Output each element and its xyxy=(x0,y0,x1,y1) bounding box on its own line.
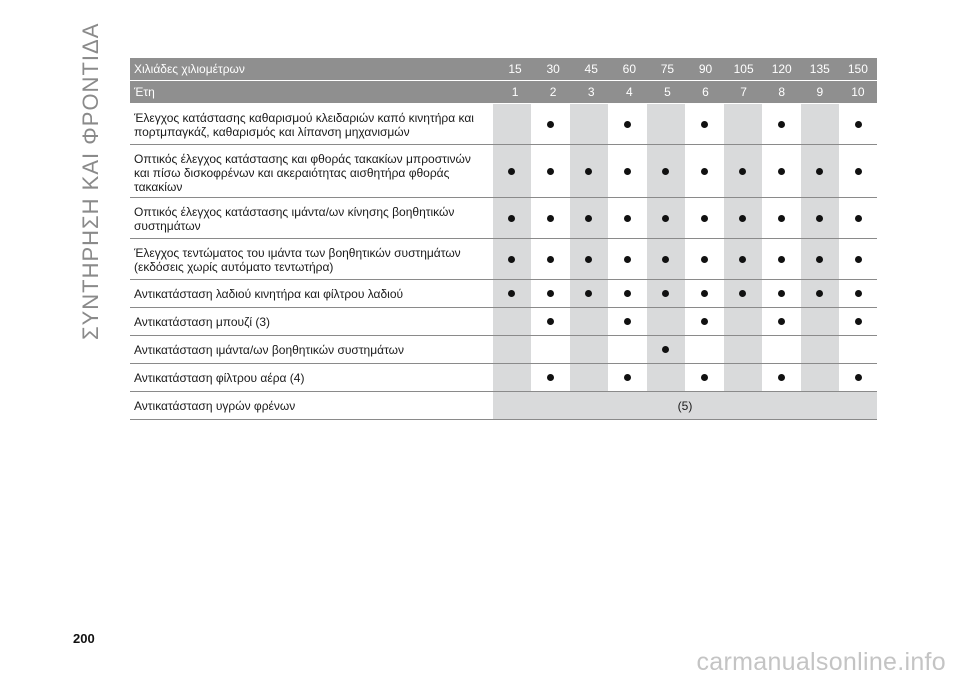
scheduled-dot-icon xyxy=(778,168,785,175)
schedule-cell xyxy=(800,280,839,307)
schedule-cell xyxy=(492,104,531,144)
page-number: 200 xyxy=(73,631,95,646)
scheduled-dot-icon xyxy=(624,256,631,263)
watermark: carmanualsonline.info xyxy=(696,648,946,676)
schedule-row xyxy=(130,145,877,198)
scheduled-dot-icon xyxy=(508,256,515,263)
scheduled-dot-icon xyxy=(547,168,554,175)
scheduled-dot-icon xyxy=(624,290,631,297)
schedule-cell xyxy=(608,280,647,307)
schedule-cell xyxy=(492,198,531,238)
km-header-cell: 150 xyxy=(847,62,868,76)
schedule-cell xyxy=(531,336,570,363)
scheduled-dot-icon xyxy=(585,168,592,175)
km-header-cell: 60 xyxy=(622,62,636,76)
scheduled-dot-icon xyxy=(816,256,823,263)
km-header-cell: 15 xyxy=(508,62,522,76)
years-header-cell: 9 xyxy=(816,85,824,99)
km-header-cell: 90 xyxy=(698,62,713,76)
schedule-cell xyxy=(839,239,878,279)
scheduled-dot-icon xyxy=(739,290,746,297)
schedule-cell xyxy=(608,336,647,363)
schedule-cell xyxy=(492,336,531,363)
schedule-row-label: Έλεγχος τεντώματος του ιμάντα των βοηθητικών συστημάτων (εκδόσεις χωρίς αυτόματο τεντωτήρα) xyxy=(134,246,461,274)
scheduled-dot-icon xyxy=(701,215,708,222)
schedule-row xyxy=(130,239,877,280)
schedule-cell xyxy=(685,239,724,279)
scheduled-dot-icon xyxy=(662,215,669,222)
schedule-cell xyxy=(839,364,878,391)
schedule-cell xyxy=(685,364,724,391)
schedule-cell xyxy=(492,280,531,307)
scheduled-dot-icon xyxy=(701,374,708,381)
scheduled-dot-icon xyxy=(585,290,592,297)
km-header-label: Χιλιάδες χιλιομέτρων xyxy=(134,62,245,76)
scheduled-dot-icon xyxy=(778,374,785,381)
schedule-cell xyxy=(531,104,570,144)
km-header-row xyxy=(130,58,877,81)
schedule-cell xyxy=(685,198,724,238)
scheduled-dot-icon xyxy=(585,215,592,222)
schedule-cell xyxy=(762,239,801,279)
schedule-cell xyxy=(839,198,878,238)
schedule-cell xyxy=(839,336,878,363)
schedule-row xyxy=(130,104,877,145)
scheduled-dot-icon xyxy=(855,168,862,175)
schedule-cell xyxy=(723,145,762,197)
schedule-cell xyxy=(492,364,531,391)
scheduled-dot-icon xyxy=(624,374,631,381)
schedule-cell xyxy=(800,239,839,279)
schedule-cell xyxy=(646,198,685,238)
schedule-cell xyxy=(646,308,685,335)
schedule-cell xyxy=(723,104,762,144)
schedule-cell xyxy=(608,145,647,197)
schedule-cell xyxy=(800,336,839,363)
km-header-cell: 135 xyxy=(809,62,830,76)
schedule-cell xyxy=(569,280,608,307)
scheduled-dot-icon xyxy=(816,290,823,297)
schedule-cell xyxy=(800,104,839,144)
scheduled-dot-icon xyxy=(855,121,862,128)
scheduled-dot-icon xyxy=(662,256,669,263)
schedule-row-label: Αντικατάσταση φίλτρου αέρα (4) xyxy=(134,371,305,385)
schedule-cell xyxy=(839,280,878,307)
scheduled-dot-icon xyxy=(778,215,785,222)
years-header-cell: 2 xyxy=(549,85,557,99)
scheduled-dot-icon xyxy=(778,290,785,297)
schedule-cell xyxy=(646,239,685,279)
scheduled-dot-icon xyxy=(739,256,746,263)
schedule-cell xyxy=(569,198,608,238)
schedule-cell xyxy=(646,364,685,391)
schedule-row xyxy=(130,198,877,239)
schedule-cell xyxy=(685,308,724,335)
schedule-cell xyxy=(646,336,685,363)
scheduled-dot-icon xyxy=(855,290,862,297)
schedule-cell xyxy=(762,145,801,197)
schedule-row xyxy=(130,280,877,308)
schedule-row xyxy=(130,308,877,336)
scheduled-dot-icon xyxy=(855,256,862,263)
scheduled-dot-icon xyxy=(547,290,554,297)
schedule-cell xyxy=(569,239,608,279)
km-header-cell: 45 xyxy=(584,62,598,76)
schedule-cell xyxy=(723,364,762,391)
schedule-cell xyxy=(569,145,608,197)
schedule-cell xyxy=(569,364,608,391)
scheduled-dot-icon xyxy=(624,318,631,325)
scheduled-dot-icon xyxy=(662,290,669,297)
schedule-span-cell: (5) xyxy=(492,392,877,419)
years-header-cell: 6 xyxy=(702,85,709,99)
scheduled-dot-icon xyxy=(624,168,631,175)
years-header-cell: 7 xyxy=(740,85,747,99)
scheduled-dot-icon xyxy=(547,121,554,128)
scheduled-dot-icon xyxy=(816,215,823,222)
schedule-cell xyxy=(800,198,839,238)
schedule-cell xyxy=(531,364,570,391)
schedule-cell xyxy=(492,239,531,279)
schedule-cell xyxy=(762,308,801,335)
scheduled-dot-icon xyxy=(547,374,554,381)
schedule-cell xyxy=(531,239,570,279)
schedule-row-label: Αντικατάσταση μπουζί (3) xyxy=(134,315,271,329)
years-header-cell: 5 xyxy=(664,85,671,99)
schedule-cell xyxy=(646,145,685,197)
years-header-cell: 8 xyxy=(778,85,786,99)
scheduled-dot-icon xyxy=(701,290,708,297)
schedule-row-label: Αντικατάσταση ιμάντα/ων βοηθητικών συστημάτων xyxy=(134,343,405,357)
scheduled-dot-icon xyxy=(739,215,746,222)
schedule-cell xyxy=(800,364,839,391)
schedule-cell xyxy=(723,198,762,238)
schedule-cell xyxy=(723,280,762,307)
schedule-cell xyxy=(685,104,724,144)
schedule-cell xyxy=(646,280,685,307)
schedule-cell xyxy=(762,280,801,307)
schedule-cell xyxy=(762,198,801,238)
scheduled-dot-icon xyxy=(624,215,631,222)
years-header-label: Έτη xyxy=(134,85,155,99)
schedule-cell xyxy=(646,104,685,144)
schedule-cell xyxy=(685,145,724,197)
schedule-cell xyxy=(800,145,839,197)
scheduled-dot-icon xyxy=(855,318,862,325)
section-side-title: ΣΥΝΤΗΡΗΣΗ ΚΑΙ ΦΡΟΝΤΙΔΑ xyxy=(78,22,103,340)
schedule-cell xyxy=(569,336,608,363)
maintenance-schedule-table xyxy=(130,58,877,420)
scheduled-dot-icon xyxy=(701,121,708,128)
schedule-cell xyxy=(762,104,801,144)
schedule-cell xyxy=(839,104,878,144)
scheduled-dot-icon xyxy=(547,318,554,325)
schedule-row-label: Αντικατάσταση υγρών φρένων xyxy=(134,399,296,413)
schedule-cell xyxy=(531,145,570,197)
km-header-cell: 105 xyxy=(733,62,754,76)
scheduled-dot-icon xyxy=(778,256,785,263)
schedule-cell xyxy=(608,239,647,279)
schedule-cell xyxy=(608,104,647,144)
km-header-cell: 120 xyxy=(771,62,792,76)
schedule-row xyxy=(130,336,877,364)
years-header-cell: 3 xyxy=(587,85,595,99)
schedule-cell xyxy=(800,308,839,335)
schedule-row xyxy=(130,392,877,420)
scheduled-dot-icon xyxy=(508,215,515,222)
schedule-cell xyxy=(685,336,724,363)
scheduled-dot-icon xyxy=(778,318,785,325)
schedule-cell xyxy=(569,104,608,144)
schedule-cell xyxy=(723,239,762,279)
schedule-cell xyxy=(608,198,647,238)
scheduled-dot-icon xyxy=(547,215,554,222)
schedule-row-label: Οπτικός έλεγχος κατάστασης ιμάντα/ων κίνησης βοηθητικών συστημάτων xyxy=(134,205,455,233)
schedule-cell xyxy=(723,308,762,335)
scheduled-dot-icon xyxy=(739,168,746,175)
schedule-rows xyxy=(130,104,877,420)
years-header-row xyxy=(130,81,877,104)
schedule-cell xyxy=(762,364,801,391)
schedule-row-label: Έλεγχος κατάστασης καθαρισμού κλειδαριών καπό κινητήρα και πορτμπαγκάζ, καθαρισμός και λίπανση μηχανισμών xyxy=(134,111,474,139)
scheduled-dot-icon xyxy=(508,290,515,297)
years-header-cell: 4 xyxy=(625,85,633,99)
schedule-cell xyxy=(608,364,647,391)
scheduled-dot-icon xyxy=(778,121,785,128)
schedule-row-label: Οπτικός έλεγχος κατάστασης και φθοράς τακακίων μπροστινών και πίσω δισκοφρένων και ακεραιότητας αισθητήρα φθοράς τακακίων xyxy=(134,152,471,194)
scheduled-dot-icon xyxy=(701,318,708,325)
schedule-cell xyxy=(531,308,570,335)
schedule-cell xyxy=(839,308,878,335)
schedule-cell xyxy=(492,145,531,197)
scheduled-dot-icon xyxy=(855,374,862,381)
years-header-cell: 10 xyxy=(851,85,865,99)
schedule-cell xyxy=(492,308,531,335)
scheduled-dot-icon xyxy=(816,168,823,175)
schedule-cell xyxy=(569,308,608,335)
scheduled-dot-icon xyxy=(662,346,669,353)
schedule-row xyxy=(130,364,877,392)
scheduled-dot-icon xyxy=(701,256,708,263)
schedule-cell xyxy=(608,308,647,335)
schedule-row-label: Αντικατάσταση λαδιού κινητήρα και φίλτρου λαδιού xyxy=(134,287,404,301)
km-header-cell: 75 xyxy=(660,62,675,76)
schedule-cell xyxy=(762,336,801,363)
scheduled-dot-icon xyxy=(508,168,515,175)
scheduled-dot-icon xyxy=(547,256,554,263)
scheduled-dot-icon xyxy=(585,256,592,263)
schedule-cell xyxy=(839,145,878,197)
years-header-cell: 1 xyxy=(511,85,519,99)
schedule-cell xyxy=(723,336,762,363)
schedule-cell xyxy=(531,198,570,238)
scheduled-dot-icon xyxy=(662,168,669,175)
km-header-cell: 30 xyxy=(546,62,560,76)
schedule-cell xyxy=(531,280,570,307)
scheduled-dot-icon xyxy=(855,215,862,222)
scheduled-dot-icon xyxy=(701,168,708,175)
schedule-cell xyxy=(685,280,724,307)
scheduled-dot-icon xyxy=(624,121,631,128)
